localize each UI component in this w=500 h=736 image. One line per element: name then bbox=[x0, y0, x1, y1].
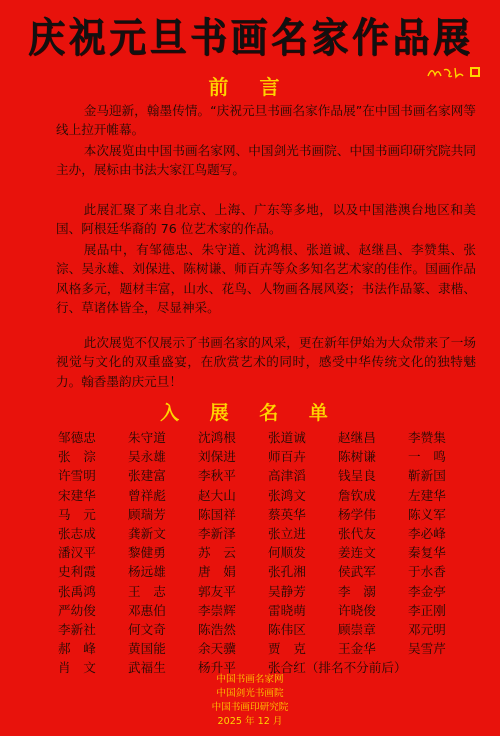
exhibitor-name: 张鸿文 bbox=[268, 487, 306, 503]
exhibitor-name: 邓惠伯 bbox=[128, 602, 166, 618]
exhibitor-name: 李新泽 bbox=[198, 526, 236, 542]
preface-paragraph-4: 展品中，有邹德忠、朱守道、沈鸿根、张道诚、赵继昌、李赞集、张淙、吴永雄、刘保进、陈树谦、师百卉等众多知名艺术家的佳作。国画作品风格多元，题材丰富，山水、花鸟、人物画各展风姿；书法作品篆、隶楷、行、草诸体皆全，尽显神采。 bbox=[56, 242, 476, 315]
exhibitor-name: 沈鸿根 bbox=[198, 430, 236, 445]
preface-paragraph-2: 本次展览由中国书画名家网、中国剑光书画院、中国书画印研究院共同主办，展标由书法大家江鸟题写。 bbox=[56, 143, 476, 178]
exhibitor-name: 唐 娟 bbox=[198, 564, 236, 580]
exhibitor-name: 许晓俊 bbox=[338, 602, 376, 618]
exhibitor-name: 李新社 bbox=[58, 622, 96, 638]
footer-organizer-3: 中国书画印研究院 bbox=[211, 702, 289, 713]
exhibitor-name: 刘保进 bbox=[198, 449, 236, 465]
exhibitor-name: 张孔湘 bbox=[268, 564, 306, 580]
exhibitor-name: 秦复华 bbox=[408, 545, 446, 561]
exhibitor-name: 陈义军 bbox=[408, 506, 446, 522]
exhibitor-list-heading: 入 展 名 单 bbox=[160, 402, 340, 424]
exhibitor-name: 李 溺 bbox=[338, 583, 376, 599]
exhibitor-name: 何文奇 bbox=[128, 622, 166, 638]
exhibitor-name: 杨学伟 bbox=[338, 506, 376, 522]
exhibitor-name: 龚新文 bbox=[128, 526, 166, 542]
exhibitor-name: 贾 克 bbox=[268, 641, 306, 657]
exhibitor-name: 蔡英华 bbox=[268, 506, 306, 522]
exhibitor-name: 何顺发 bbox=[268, 545, 306, 561]
exhibitor-name: 朱守道 bbox=[128, 430, 166, 445]
exhibitor-name: 靳新国 bbox=[408, 468, 446, 484]
exhibitor-name: 姜连文 bbox=[338, 545, 376, 561]
exhibitor-name: 赵大山 bbox=[198, 487, 236, 503]
exhibitor-name: 邹德忠 bbox=[58, 430, 96, 445]
exhibitor-name: 陈树谦 bbox=[338, 449, 376, 465]
exhibitor-name: 严幼俊 bbox=[58, 602, 96, 618]
exhibitor-name: 郭友平 bbox=[198, 583, 236, 599]
exhibitor-name: 曾祥彪 bbox=[128, 487, 166, 503]
exhibitor-name: 吴静芳 bbox=[268, 583, 306, 599]
exhibitor-name: 雷晓萌 bbox=[268, 602, 306, 618]
exhibitor-name: 李必峰 bbox=[408, 526, 446, 542]
exhibitor-name: 王金华 bbox=[338, 641, 376, 657]
exhibitor-name: 张合红（排名不分前后） bbox=[268, 660, 407, 676]
footer-organizer-1: 中国书画名家网 bbox=[216, 674, 284, 685]
preface-paragraph-5: 此次展览不仅展示了书画名家的风采，更在新年伊始为大众带来了一场视觉与文化的双重盛宴，在欣赏艺术的同时，感受中华传统文化的独特魅力。翰香墨韵庆元旦！ bbox=[56, 335, 476, 389]
exhibitor-name: 余天骥 bbox=[198, 641, 236, 657]
exhibitor-name: 赵继昌 bbox=[338, 430, 376, 445]
exhibitor-name: 侯武军 bbox=[338, 564, 376, 580]
exhibitor-name: 潘汉平 bbox=[58, 545, 96, 561]
exhibitor-name: 师百卉 bbox=[268, 449, 306, 465]
exhibitor-name: 张建富 bbox=[128, 468, 166, 484]
exhibition-title: 庆祝元旦书画名家作品展 bbox=[28, 14, 474, 61]
exhibitor-name: 詹钦成 bbox=[338, 487, 376, 503]
exhibitor-name: 陈伟区 bbox=[268, 622, 306, 638]
exhibitor-name: 张立进 bbox=[268, 526, 306, 542]
exhibitor-name: 李正刚 bbox=[408, 602, 446, 618]
exhibitor-name: 王 志 bbox=[128, 583, 166, 599]
exhibitor-name: 史利霞 bbox=[58, 564, 96, 580]
exhibitor-name: 高津滔 bbox=[268, 468, 306, 484]
exhibitor-name: 左建华 bbox=[408, 487, 446, 503]
exhibitor-name: 武福生 bbox=[128, 660, 166, 676]
exhibitor-name: 张代友 bbox=[338, 526, 376, 542]
exhibitor-name: 邓元明 bbox=[408, 622, 446, 638]
exhibitor-name: 宋建华 bbox=[58, 487, 96, 503]
exhibitor-name: 陈浩然 bbox=[198, 622, 236, 638]
exhibitor-name: 张道诚 bbox=[268, 430, 306, 445]
exhibitor-name: 马 元 bbox=[58, 506, 96, 522]
exhibitor-name: 吴永雄 bbox=[128, 449, 166, 465]
exhibitor-name: 一 鸣 bbox=[408, 449, 446, 465]
exhibitor-name: 郝 峰 bbox=[58, 641, 96, 657]
exhibitor-name: 于水香 bbox=[408, 564, 446, 580]
exhibitor-name: 张志成 bbox=[58, 526, 96, 542]
exhibitor-name: 李金亭 bbox=[408, 583, 446, 599]
exhibitor-name: 黎健勇 bbox=[128, 545, 166, 561]
exhibitor-list bbox=[58, 428, 478, 678]
footer-date: 2025 年 12 月 bbox=[217, 716, 283, 727]
exhibitor-name: 吴雪芹 bbox=[408, 641, 446, 657]
exhibitor-name: 李秋平 bbox=[198, 468, 236, 484]
exhibitor-name: 肖 文 bbox=[58, 660, 96, 676]
footer-organizer-2: 中国剑光书画院 bbox=[216, 688, 284, 699]
exhibitor-name: 黄国能 bbox=[128, 641, 166, 657]
preface-paragraph-1: 金马迎新，翰墨传情。“庆祝元旦书画名家作品展”在中国书画名家网等线上拉开帷幕。 bbox=[56, 103, 476, 138]
exhibitor-name: 陈国祥 bbox=[198, 506, 236, 522]
exhibitor-name: 张禹鸿 bbox=[58, 583, 96, 599]
exhibitor-name: 李崇辉 bbox=[198, 602, 236, 618]
exhibitor-name: 顾崇章 bbox=[338, 622, 376, 638]
exhibitor-name: 钱呈良 bbox=[338, 468, 376, 484]
preface-heading: 前 言 bbox=[208, 75, 292, 99]
exhibitor-name: 许雪明 bbox=[58, 468, 96, 484]
exhibitor-name: 苏 云 bbox=[198, 545, 236, 561]
preface-paragraph-3: 此展汇聚了来自北京、上海、广东等多地，以及中国港澳台地区和美国、阿根廷华裔的 76 位艺术家的作品。 bbox=[56, 202, 476, 237]
exhibitor-name: 张 淙 bbox=[58, 449, 96, 465]
exhibitor-name: 杨远雄 bbox=[128, 564, 166, 580]
exhibitor-name: 顾瑞芳 bbox=[128, 506, 166, 522]
exhibitor-name: 杨升平 bbox=[198, 660, 236, 676]
exhibitor-name: 李赞集 bbox=[408, 430, 446, 445]
